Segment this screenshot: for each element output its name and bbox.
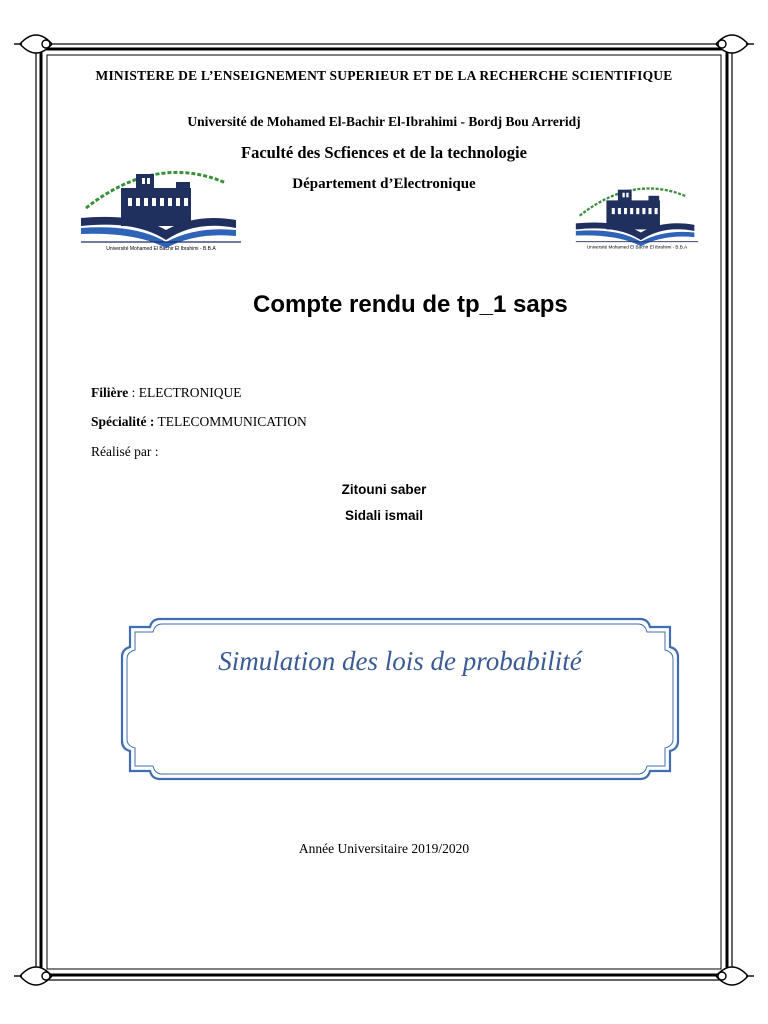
specialite-line — [91, 414, 307, 430]
author-name: Zitouni saber — [341, 482, 427, 497]
author-name: Sidali ismail — [344, 508, 424, 523]
ministry-heading: MINISTERE DE L’ENSEIGNEMENT SUPERIEUR ET DE LA RECHERCHE SCIENTIFIQUE — [95, 68, 673, 83]
logo-caption-left: Université Mohamed El Bachir El Ibrahimi - B.B.A — [106, 246, 216, 252]
university-name: Université de Mohamed El-Bachir El-Ibrahimi - Bordj Bou Arreridj — [187, 114, 581, 129]
filiere-line — [91, 385, 241, 401]
specialite-label: Spécialité : — [91, 414, 155, 429]
university-logo-left — [76, 158, 246, 268]
academic-year: Année Universitaire 2019/2020 — [298, 841, 470, 856]
subject-title: Simulation des lois de probabilité — [218, 646, 582, 676]
subject-title-box — [120, 617, 680, 781]
report-title: Compte rendu de tp_1 saps — [253, 291, 568, 318]
faculty-name: Faculté des Scfiences et de la technologie — [241, 143, 527, 162]
logo-building-right — [606, 190, 660, 230]
university-logo-right — [572, 172, 702, 267]
realise-par-label: Réalisé par : — [91, 444, 159, 459]
specialite-value: TELECOMMUNICATION — [154, 414, 307, 429]
corner-ornament-bottom-right — [716, 967, 754, 985]
logo-caption-right: Université Mohamed El Bachir El Ibrahimi - B.B.A — [586, 244, 688, 250]
logo-building-left — [121, 174, 191, 226]
corner-ornament-bottom-left — [14, 967, 52, 985]
filiere-value: ELECTRONIQUE — [138, 385, 242, 400]
filiere-label: Filière — [91, 385, 129, 400]
department-name: Département d’Electronique — [292, 176, 476, 192]
filiere-separator: : — [128, 385, 139, 400]
